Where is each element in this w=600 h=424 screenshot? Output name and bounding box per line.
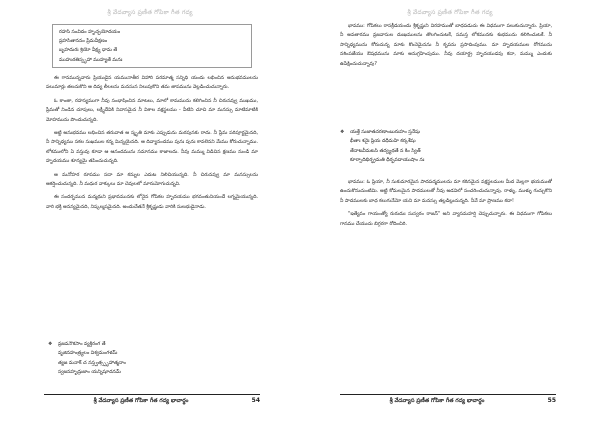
bullet-icon: ❖ [340,130,345,135]
running-head-right: శ్రీ వేదవ్యాస ప్రణీత గోపికా గీత గద్య [407,9,493,16]
paragraph: భావము: గోపికలు రాసక్రీడయందు శ్రీకృష్ణుని విరహముతో బాధపడుచు ఈ విధముగా పలుకుచున్నారు. ప్రియా, నీ అవతారము వ్రజవాసుల దుఃఖములను తొలగించుటకే, సమస్త లోకమునకు శుభమును కలిగించుటకే. నీ సాన్నిధ్యమును కోరుచున్న మాకు కొంచెమైనను నీ కృపను ప్రసాదింపుము. మా హృదయముల రోగమును నశింపజేయు ఔషధమును మాకు అనుగ్రహింపుము. నీవు దయార్ద్ర హృదయుడవు కదా, మమ్ము ఎందుకు ఉపేక్షించుచున్నావు? [340,24,552,67]
right-verse [340,128,424,166]
right-body-text-top [340,22,552,116]
verse-line: వ్రజవనౌకసాం వ్యక్తిరంగ తే [58,342,106,347]
verse-line: తేనాటవీమటసి తద్వ్యథతే న కిం స్విత్ [350,148,421,154]
left-verse [48,340,126,378]
box-verse-line: రహసి సంవిదం హృచ్ఛయోదయం [59,30,121,35]
bullet-icon: ❖ [48,342,53,347]
paragraph: ఈ గానమున్నవారు ప్రియుడైన యమునాతీర విహారి పరమాత్మ సన్నిధి యందు లభించిన అనుభవములను పలుమార్లు తలచుకొని ఆ దివ్య లీలలను మనసున నిలుపుకొని తమ తాపమును వెల్లడించుచున్నారు. [46,76,258,91]
boxed-verse [52,24,252,68]
left-body-text [46,74,258,314]
paragraph: భావము: ఓ ప్రియా, నీ సుకుమారమైన పాదపద్మములను మా కఠినమైన వక్షస్థలముల మీద మెల్లగా భయముతో ఉంచుకొనుచుంటిమి. అట్టి కోమలమైన పాదములతో నీవు అడవిలో సంచరించుచున్నావు. రాళ్ళు, ముళ్ళు గుచ్చుకొని నీ పాదములకు బాధ కలుగునేమో యని మా మనస్సు తల్లడిల్లుచున్నది. నీవే మా ప్రాణము కదా! [340,180,552,204]
paragraph: "ఇత్యేవం గాయంత్యో రురుదుః సుస్వరం రాజన్" అని వ్యాసమహర్షి చెప్పుచున్నారు. ఈ విధముగా గోపికలు గానము చేయుచు బిగ్గరగా రోదించిరి. [340,212,552,227]
footer-title: శ్రీ వేదవ్యాస ప్రణీత గోపికా గీత గద్య భావార్థం [389,398,485,404]
paragraph: ఓ కాంతా, రహస్యముగా నీవు సంభాషించిన మాటలు, మాలో కామమును కలిగించిన నీ చిరునవ్వు ముఖము, ప్రేమతో నిండిన చూపులు, లక్ష్మీదేవికి నివాసమైన నీ విశాల వక్షస్థలము - వీటిని చూచి మా మనస్సు మాటిమాటికి మోహమును పొందుచున్నది. [46,98,258,123]
footer-title: శ్రీ వేదవ్యాస ప్రణీత గోపికా గీత గద్య భావార్థం [93,398,189,404]
paragraph: అట్టి అనుభవము లభించిన తరువాత ఆ స్మృతి మాకు ఎప్పుడును మరపునకు రాదు. నీ ప్రేమ పరిపూర్ణమైనది, నీ సాన్నిధ్యము సకల సుఖముల కన్న మిన్నయైనది. ఆ దివ్యానందము పునః పునః కావలెనని మేము కోరుచున్నాము. లోకములోని ఏ వస్తువు కూడా ఆ ఆనందమును సమానము కాజాలదు. నీవు మమ్ము విడిచిన క్షణము నుండి మా హృదయము శూన్యమై తపించుచున్నది. [46,131,258,165]
verse-line: త్యజ మనాక్ చ నస్త్వత్స్పృహాత్మనాం [58,360,126,366]
right-footer [340,394,556,407]
left-footer [44,394,260,407]
box-verse-line: బృహదురః శ్రియో వీక్ష్య ధామ తే [59,48,118,54]
paragraph: ఆ మనోహర రూపము సదా మా కన్నుల ఎదుట నిలిచియున్నది. నీ చిరునవ్వు మా మనస్సులను ఆకర్షించుచున్నది. నీ మధుర వాక్కులు మా చెవులలో మారుమోగుచున్నవి. [46,172,258,188]
page-number: 55 [547,397,556,404]
verse-line: యత్తే సుజాతచరణాంబురుహం స్తనేషు [350,130,421,135]
right-body-text-mid [340,178,552,310]
verse-line: కూర్పాదిభిర్భ్రమతి ధీర్భవదాయుషాం నః [350,158,425,164]
box-verse-line: ముహురతిస్పృహా ముహ్యతే మనః [59,57,123,63]
paragraph: ఈ సందర్భమున మన్మథుని ప్రభావమునకు లోనైన గోపికల హృదయము భగవంతునియందే లగ్నమైయున్నది. వారి భక్తి అనన్యమైనది, నిష్కల్మషమైనది. అందుచేతనే శ్రీకృష్ణుడు వారికి సులభుడైనాడు. [46,195,258,210]
verse-line: భీతాః శనైః ప్రియ దధీమహి కర్కశేషు [350,139,416,145]
running-head-left: శ్రీ వేదవ్యాస ప్రణీత గోపికా గీత గద్య [107,9,193,16]
verse-line: వృజినహంత్ర్యలం విశ్వమంగళమ్ [58,351,118,357]
box-verse-line: ప్రహసితాననం ప్రేమవీక్షణం [59,39,108,45]
right-page [300,0,600,424]
page-number: 54 [251,397,260,404]
verse-line: స్వజనహృద్రుజాం యన్నిషూదనమ్ [58,370,121,376]
